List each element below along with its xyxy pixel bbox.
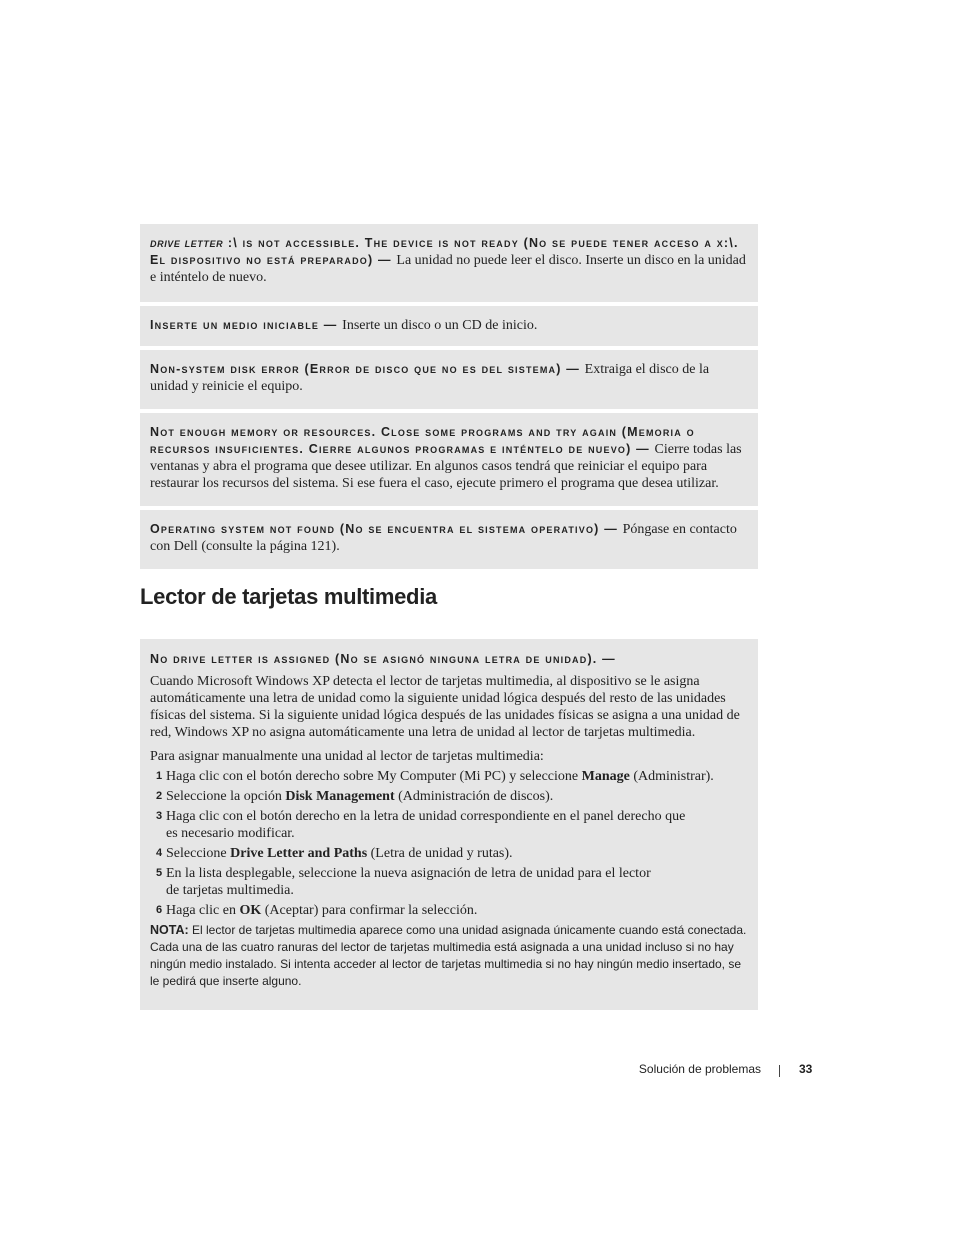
step-item <box>150 788 748 805</box>
steps-list <box>150 768 748 919</box>
step-number: 1 <box>156 770 163 782</box>
step-number: 4 <box>156 847 163 859</box>
error-head: Not enough memory or resources. Close some programs and try again (Memoria o recursos insuficientes. Cierre algunos programas e inténtelo de nuevo) — <box>150 425 695 456</box>
card-reader-head: No drive letter is assigned (No se asignó ninguna letra de unidad). — <box>150 652 616 666</box>
step-text-post: (Administrar). <box>629 769 714 784</box>
error-head: Inserte un medio iniciable — <box>150 318 343 332</box>
error-head: :\ is not accessible. The device is not ready (No se puede tener acceso a x:\. El dispositivo no está preparado) — <box>150 236 739 267</box>
step-bold: OK <box>239 903 262 918</box>
error-body: Extraiga el disco de la unidad y reinicie el equipo. <box>150 362 710 394</box>
step-number: 6 <box>156 904 163 916</box>
step-text: Haga clic con el botón derecho sobre My Computer (Mi PC) y seleccione <box>166 769 582 784</box>
error-box-non-system-disk <box>140 350 758 409</box>
note <box>150 922 748 990</box>
step-text: Seleccione <box>166 846 231 861</box>
error-box-os-not-found <box>140 510 758 569</box>
error-body: La unidad no puede leer el disco. Inserte un disco en la unidad e inténtelo de nuevo. <box>150 253 746 285</box>
error-head: Non-system disk error (Error de disco que no es del sistema) — <box>150 362 585 376</box>
error-body: Cierre todas las ventanas y abra el programa que desee utilizar. En algunos casos tendrá que reiniciar el equipo para restaurar los recursos del sistema. Si ese fuera el caso, ejecute primero el programa que desea utilizar. <box>150 442 742 491</box>
error-head-italic: drive letter <box>150 236 224 250</box>
error-box-not-enough-memory <box>140 413 758 506</box>
step-number: 5 <box>156 867 163 879</box>
step-text: Seleccione la opción <box>166 789 286 804</box>
step-number: 2 <box>156 790 163 802</box>
step-text: Haga clic con el botón derecho en la letra de unidad correspondiente en el panel derecho que es necesario modificar. <box>166 809 686 841</box>
footer-section: Solución de problemas <box>638 1062 761 1076</box>
error-head: Operating system not found (No se encuentra el sistema operativo) — <box>150 522 623 536</box>
step-item <box>150 845 748 862</box>
error-box-insert-media <box>140 306 758 346</box>
error-body: Inserte un disco o un CD de inicio. <box>342 318 538 333</box>
page-footer <box>0 1062 954 1080</box>
step-text: Haga clic en <box>166 903 240 918</box>
step-text-post: (Aceptar) para confirmar la selección. <box>261 903 478 918</box>
step-number: 3 <box>156 810 163 822</box>
card-reader-box <box>140 639 758 1010</box>
step-text-post: (Letra de unidad y rutas). <box>367 846 513 861</box>
error-body: Póngase en contacto con Dell (consulte la página 121). <box>150 522 737 554</box>
page-number: 33 <box>799 1062 813 1076</box>
card-reader-intro: Cuando Microsoft Windows XP detecta el lector de tarjetas multimedia, al dispositivo se le asigna automáticamente una letra de unidad como la siguiente unidad lógica después del resto de las unidades físicas del sistema. Si la siguiente unidad lógica después de las unidades físicas se asigna a una unidad de red, Windows XP no asigna automáticamente una letra de unidad al lector de tarjetas multimedia. <box>150 674 740 740</box>
step-text-post: (Administración de discos). <box>394 789 554 804</box>
section-title: Lector de tarjetas multimedia <box>140 584 437 609</box>
step-item <box>150 808 748 842</box>
step-bold: Manage <box>581 769 630 784</box>
step-item <box>150 768 748 785</box>
footer-separator <box>779 1065 780 1077</box>
step-item <box>150 865 748 899</box>
step-item <box>150 902 748 919</box>
steps-intro: Para asignar manualmente una unidad al lector de tarjetas multimedia: <box>150 749 544 764</box>
step-text: En la lista desplegable, seleccione la nueva asignación de letra de unidad para el lector de tarjetas multimedia. <box>166 866 651 898</box>
step-bold: Drive Letter and Paths <box>230 846 368 861</box>
step-bold: Disk Management <box>285 789 395 804</box>
note-text: El lector de tarjetas multimedia aparece como una unidad asignada únicamente cuando está conectada. Cada una de las cuatro ranuras del lector de tarjetas multimedia está asignada a una unidad incluso si no hay ningún medio instalado. Si intenta acceder al lector de tarjetas multimedia si no hay ningún medio insertado, se le pedirá que inserte alguno. <box>150 923 747 988</box>
error-box-drive-letter <box>140 224 758 302</box>
note-label: NOTA: <box>150 923 189 937</box>
